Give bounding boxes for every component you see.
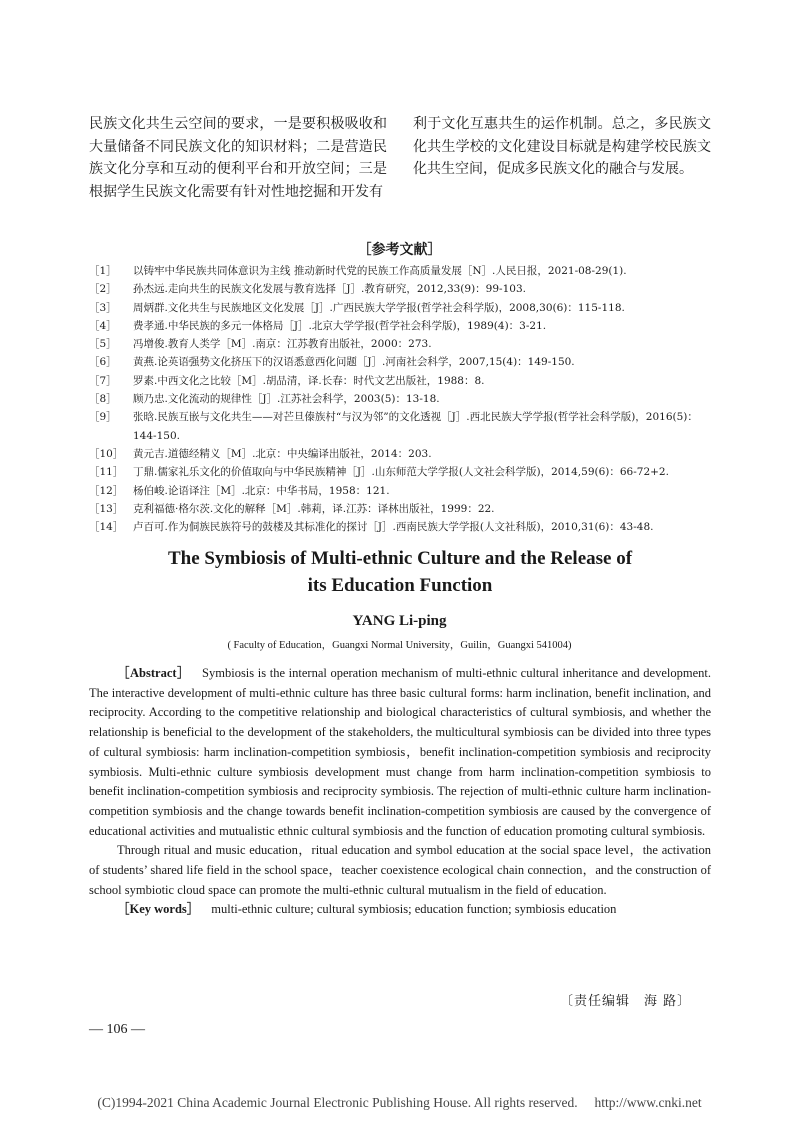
reference-text: 以铸牢中华民族共同体意识为主线 推动新时代党的民族工作高质量发展［N］.人民日报，2021-08-29(1).: [133, 265, 627, 277]
reference-item: [89, 500, 713, 518]
responsible-editor: 〔责任编辑 海 路〕: [560, 994, 692, 1009]
reference-number: ［2］: [89, 283, 117, 296]
page-number: — 106 —: [89, 1022, 145, 1037]
reference-item: [89, 408, 713, 445]
reference-text: 冯增俊.教育人类学［M］.南京：江苏教育出版社，2000：273.: [133, 338, 432, 351]
reference-number: ［3］: [89, 301, 117, 314]
right-column: [413, 113, 711, 203]
reference-number: ［1］: [89, 265, 117, 277]
reference-item: [89, 335, 713, 353]
left-column-paragraph: 民族文化共生云空间的要求，一是要积极吸收和大量储备不同民族文化的知识材料；二是营造民族文化分享和互动的便利平台和开放空间；三是根据学生民族文化需要有针对性地挖掘和开发有: [89, 116, 387, 200]
reference-item: [89, 372, 713, 390]
reference-text: 罗素.中西文化之比较［M］.胡品清，译.长春：时代文艺出版社，1988：8.: [133, 374, 485, 387]
reference-number: ［4］: [89, 319, 117, 332]
author-name: YANG Li-ping: [352, 613, 447, 629]
keywords-label: ［Key words］: [117, 902, 200, 917]
abstract-label: ［Abstract］: [117, 666, 191, 680]
reference-text: 杨伯峻.论语译注［M］.北京：中华书局，1958：121.: [133, 484, 390, 497]
reference-number: ［13］: [89, 502, 124, 515]
reference-number: ［10］: [89, 447, 124, 460]
reference-text: 顾乃忠.文化流动的规律性［J］.江苏社会科学，2003(5)：13-18.: [133, 393, 440, 406]
reference-item: [89, 518, 713, 536]
abstract-paragraph-2: Through ritual and music education，ritual education and symbol education at the social space level，the activation of students’ shared life field in the school space，teacher coexistence ecological chain connection，and the construction of school symbiotic cloud space can promote the multi-ethnic cultural mutualism in the field of education.: [89, 843, 711, 897]
copyright-footer: (C)1994-2021 China Academic Journal Electronic Publishing House. All rights reserved. http://www.cnki.net: [97, 1095, 702, 1110]
reference-text: 孙杰远.走向共生的民族文化发展与教育选择［J］.教育研究，2012,33(9)：99-103.: [133, 283, 526, 296]
reference-number: ［14］: [89, 521, 124, 534]
reference-item: [89, 463, 713, 481]
reference-number: ［5］: [89, 338, 117, 351]
reference-number: ［11］: [89, 466, 124, 479]
left-column: [89, 113, 387, 203]
abstract-text-1: Symbiosis is the internal operation mechanism of multi-ethnic cultural inheritance and development. The interactive development of multi-ethnic culture has three basic cultural forms: harm inclination, benefit inclination, and reciprocity. According to the competitive relationship and biological characteristics of cultural symbiosis, and whether the relationship is beneficial to the development of the stakeholders, the multicultural symbiosis can be divided into three types of cultural symbiosis: harm inclination-competition symbiosis，benefit inclination-competition symbiosis and reciprocity symbiosis. Multi-ethnic culture symbiosis development must change from harm inclination-competition symbiosis to benefit inclination-competition symbiosis and reciprocity symbiosis. The rejection of multi-ethnic culture harm inclination-competition symbiosis and the change towards benefit inclination-competition symbiosis are caused by the convergence of educational activities and mutualistic ethnic cultural symbiosis and the function of education promoting cultural symbiosis.: [89, 666, 711, 838]
reference-item: [89, 299, 713, 317]
references-list: [89, 262, 713, 536]
reference-number: ［8］: [89, 393, 117, 406]
abstract-paragraph-1: [89, 664, 711, 841]
english-abstract: [89, 664, 711, 920]
reference-text: 费孝通.中华民族的多元一体格局［J］.北京大学学报(哲学社会科学版)，1989(4)：3-21.: [133, 319, 547, 332]
reference-item: [89, 482, 713, 500]
reference-number: ［7］: [89, 374, 117, 387]
reference-text: 丁鼎.儒家礼乐文化的价值取向与中华民族精神［J］.山东师范大学学报(人文社会科学版)，2014,59(6)：66-72+2.: [133, 466, 669, 479]
right-column-paragraph: 利于文化互惠共生的运作机制。总之，多民族文化共生学校的文化建设目标就是构建学校民族文化共生空间，促成多民族文化的融合与发展。: [413, 116, 711, 177]
english-title-line2: its Education Function: [307, 575, 493, 596]
references-heading: ［参考文献］: [357, 242, 442, 258]
reference-number: ［9］: [89, 411, 117, 424]
reference-item: [89, 445, 713, 463]
author-affiliation: ( Faculty of Education，Guangxi Normal University，Guilin，Guangxi 541004): [227, 640, 572, 651]
reference-text: 卢百可.作为侗族民族符号的鼓楼及其标准化的探讨［J］.西南民族大学学报(人文社科版)，2010,31(6)：43-48.: [133, 521, 654, 534]
reference-item: [89, 390, 713, 408]
reference-item: [89, 353, 713, 371]
reference-number: ［12］: [89, 484, 124, 497]
english-title-line1: The Symbiosis of Multi-ethnic Culture and the Release of: [167, 548, 633, 569]
keywords-text: multi-ethnic culture; cultural symbiosis; education function; symbiosis education: [211, 902, 617, 917]
reference-text: 张晗.民族互嵌与文化共生——对芒旦傣族村“与汉为邻”的文化透视［J］.西北民族大学学报(哲学社会科学版)，2016(5)：144-150.: [133, 411, 698, 442]
reference-text: 克利福德·格尔茨.文化的解释［M］.韩莉，译.江苏：译林出版社，1999：22.: [133, 502, 495, 515]
reference-item: [89, 317, 713, 335]
reference-item: [89, 262, 713, 280]
reference-text: 黄元吉.道德经精义［M］.北京：中央编译出版社，2014：203.: [133, 447, 432, 460]
keywords-line: [89, 900, 711, 920]
reference-text: 周炳群.文化共生与民族地区文化发展［J］.广西民族大学学报(哲学社会科学版)，2008,30(6)：115-118.: [133, 301, 625, 314]
reference-item: [89, 280, 713, 298]
reference-text: 黄燕.论英语强势文化挤压下的汉语悉意西化问题［J］.河南社会科学，2007,15(4)：149-150.: [133, 356, 575, 369]
continuation-text: [89, 113, 711, 203]
reference-number: ［6］: [89, 356, 117, 369]
english-title: [100, 545, 700, 599]
